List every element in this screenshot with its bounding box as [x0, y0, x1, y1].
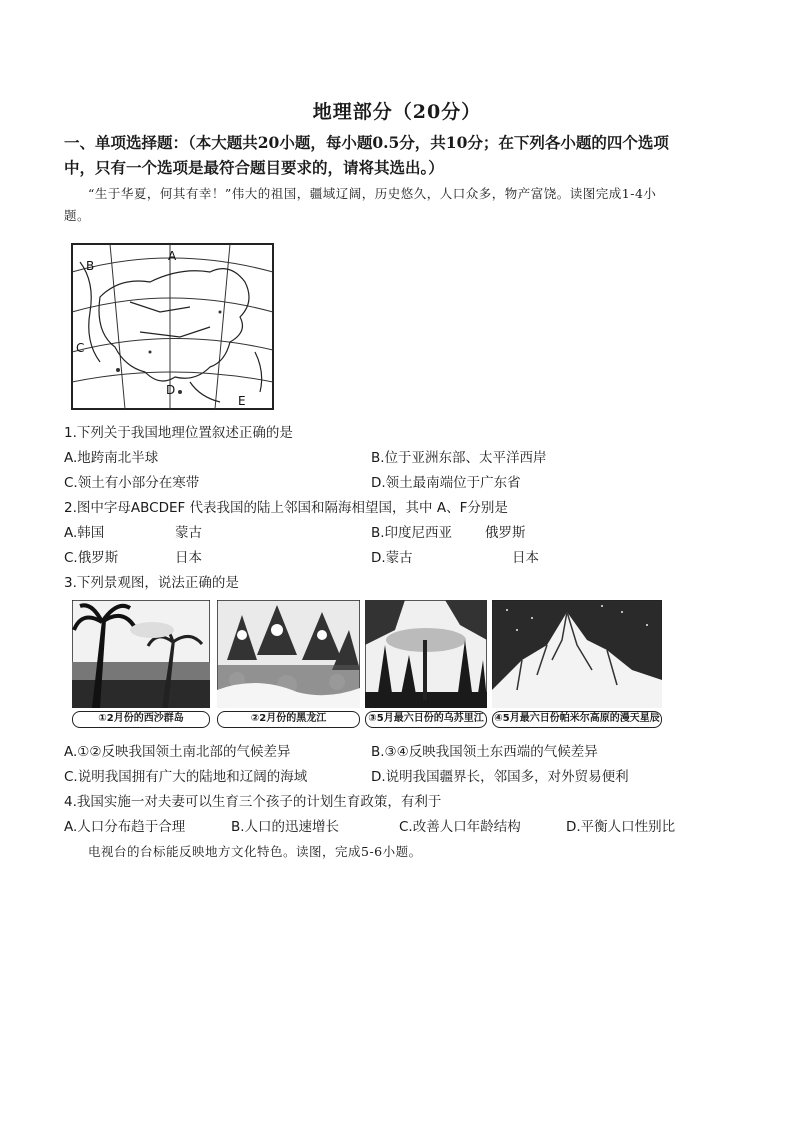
map-label-a: A	[168, 249, 177, 263]
photo-1-caption: ①2月份的西沙群岛	[72, 711, 210, 728]
q2-option-a[interactable]	[64, 521, 104, 541]
question-4-stem: 4.我国实施一对夫妻可以生育三个孩子的计划生育政策，有利于	[64, 794, 442, 810]
q3-option-c[interactable]: C.说明我国拥有广大的陆地和辽阔的海域	[64, 769, 308, 785]
q2-option-b-first: B.印度尼西亚	[371, 525, 453, 541]
map-label-b: B	[86, 259, 95, 273]
q4-option-c[interactable]: C.改善人口年龄结构	[399, 819, 521, 835]
map-label-d: D	[166, 383, 176, 397]
photo-xisha-islands	[72, 600, 210, 708]
q1-option-a[interactable]: A.地跨南北半球	[64, 450, 159, 466]
q2-option-c-first: C.俄罗斯	[64, 550, 119, 566]
photo-wusuli-river	[365, 600, 487, 708]
q2-option-b-second: 俄罗斯	[485, 525, 526, 541]
q2-option-d[interactable]	[371, 546, 413, 566]
q4-option-b[interactable]: B.人口的迅速增长	[231, 819, 340, 835]
q3-option-d[interactable]: D.说明我国疆界长，邻国多，对外贸易便利	[371, 769, 629, 785]
q3-option-b[interactable]: B.③④反映我国领土东西端的气候差异	[371, 744, 598, 760]
q1-option-d[interactable]: D.领土最南端位于广东省	[371, 475, 521, 491]
question-1-stem: 1.下列关于我国地理位置叙述正确的是	[64, 425, 293, 441]
q3-option-a[interactable]: A.①②反映我国领土南北部的气候差异	[64, 744, 291, 760]
q2-option-b[interactable]	[371, 521, 452, 541]
section-heading-line2: 中，只有一个选项是最符合题目要求的，请将其选出。）	[64, 158, 444, 177]
q2-option-c-second: 日本	[175, 550, 202, 566]
map-drawing	[70, 242, 276, 412]
photo-heilongjiang	[217, 600, 360, 708]
question-3-stem: 3.下列景观图，说法正确的是	[64, 575, 239, 591]
question-2-stem: 2.图中字母ABCDEF 代表我国的陆上邻国和隔海相望国，其中 A、F分别是	[64, 500, 508, 516]
photo-3-caption: ③5月最六日份的乌苏里江	[365, 711, 487, 728]
photo-4-caption: ④5月最六日份帕米尔高原的漫天星辰	[492, 711, 662, 728]
q1-option-c[interactable]: C.领土有小部分在寒带	[64, 475, 200, 491]
map-label-e: E	[238, 394, 246, 408]
intro-text-5-6: 电视台的台标能反映地方文化特色。读图，完成5-6小题。	[88, 844, 422, 859]
q2-option-a-first: A.韩国	[64, 525, 105, 541]
q2-option-d-second: 日本	[512, 550, 539, 566]
q4-option-a[interactable]: A.人口分布趋于合理	[64, 819, 186, 835]
intro-text-line2: 题。	[64, 208, 91, 223]
photo-2-caption: ②2月份的黑龙江	[217, 711, 360, 728]
q1-option-b[interactable]: B.位于亚洲东部、太平洋西岸	[371, 450, 547, 466]
section-heading-line1: 一、单项选择题：（本大题共20小题，每小题0.5分，共10分；在下列各小题的四个选项	[64, 133, 669, 152]
map-label-c: C	[76, 341, 85, 355]
page-title: 地理部分（20分）	[312, 101, 482, 123]
q2-option-d-first: D.蒙古	[371, 550, 413, 566]
photo-pamir-plateau	[492, 600, 662, 708]
q4-option-d[interactable]: D.平衡人口性别比	[566, 819, 676, 835]
q2-option-c[interactable]	[64, 546, 118, 566]
china-map-figure	[70, 242, 276, 412]
q2-option-a-second: 蒙古	[175, 525, 202, 541]
intro-text-line1: “生于华夏，何其有幸！”伟大的祖国，疆域辽阔，历史悠久，人口众多，物产富饶。读图完成1-4小	[88, 186, 657, 201]
